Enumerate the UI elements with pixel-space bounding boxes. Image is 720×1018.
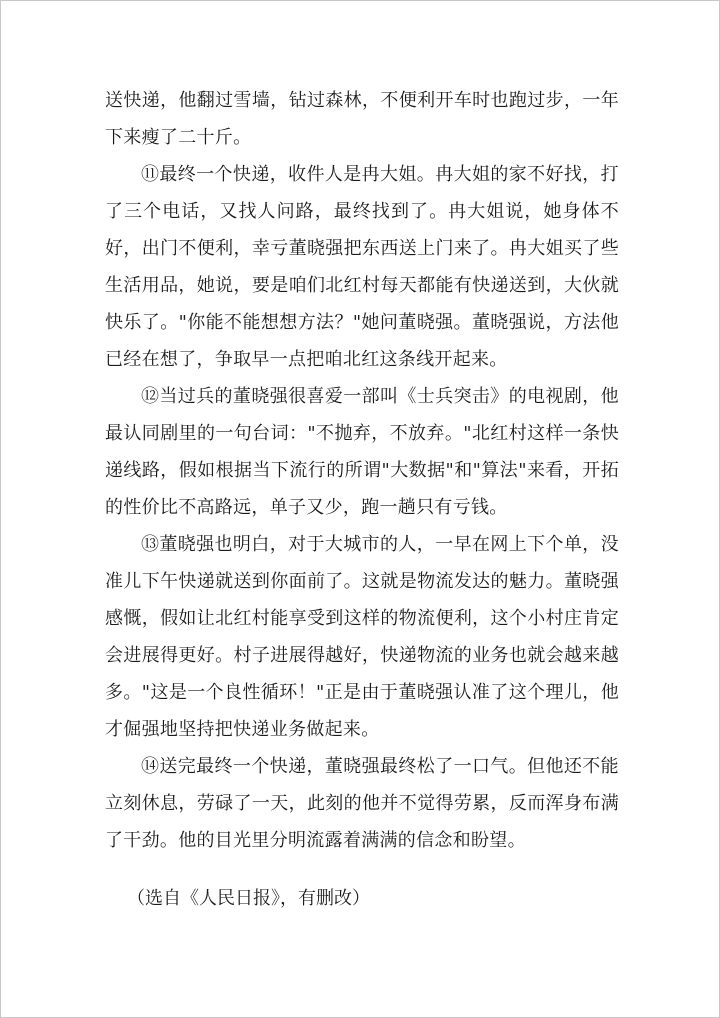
paragraph-12: ⑫当过兵的董晓强很喜爱一部叫《士兵突击》的电视剧，他最认同剧里的一句台词："不抛弃，不放弃。"北红村这样一条快递线路，假如根据当下流行的所谓"大数据"和"算法"来看，开拓的性价比不高路远，单子又少，跑一趟只有亏钱。	[105, 386, 619, 518]
paragraph-13: ⑬董晓强也明白，对于大城市的人，一早在网上下个单，没准儿下午快递就送到你面前了。这就是物流发达的魅力。董晓强感慨，假如让北红村能享受到这样的物流便利，这个小村庄肯定会进展得更好。村子进展得越好，快递物流的业务也就会越来越多。"这是一个良性循环！"正是由于董晓强认准了这个理儿，他才倔强地坚持把快递业务做起来。	[105, 534, 619, 740]
article-body	[105, 82, 619, 859]
source-citation: （选自《人民日报》，有删改）	[127, 888, 370, 909]
paragraph-continued: 送快递，他翻过雪墙，钻过森林，不便利开车时也跑过步，一年下来瘦了二十斤。	[105, 90, 619, 148]
paragraph-14: ⑭送完最终一个快递，董晓强最终松了一口气。但他还不能立刻休息，劳碌了一天，此刻的他并不觉得劳累，反而浑身布满了干劲。他的目光里分明流露着满满的信念和盼望。	[105, 756, 619, 851]
paragraph-11: ⑪最终一个快递，收件人是冉大姐。冉大姐的家不好找，打了三个电话，又找人问路，最终找到了。冉大姐说，她身体不好，出门不便利，幸亏董晓强把东西送上门来了。冉大姐买了些生活用品，她说，要是咱们北红村每天都能有快递送到，大伙就快乐了。"你能不能想想方法？"她问董晓强。董晓强说，方法他已经在想了，争取早一点把咱北红这条线开起来。	[105, 164, 619, 370]
